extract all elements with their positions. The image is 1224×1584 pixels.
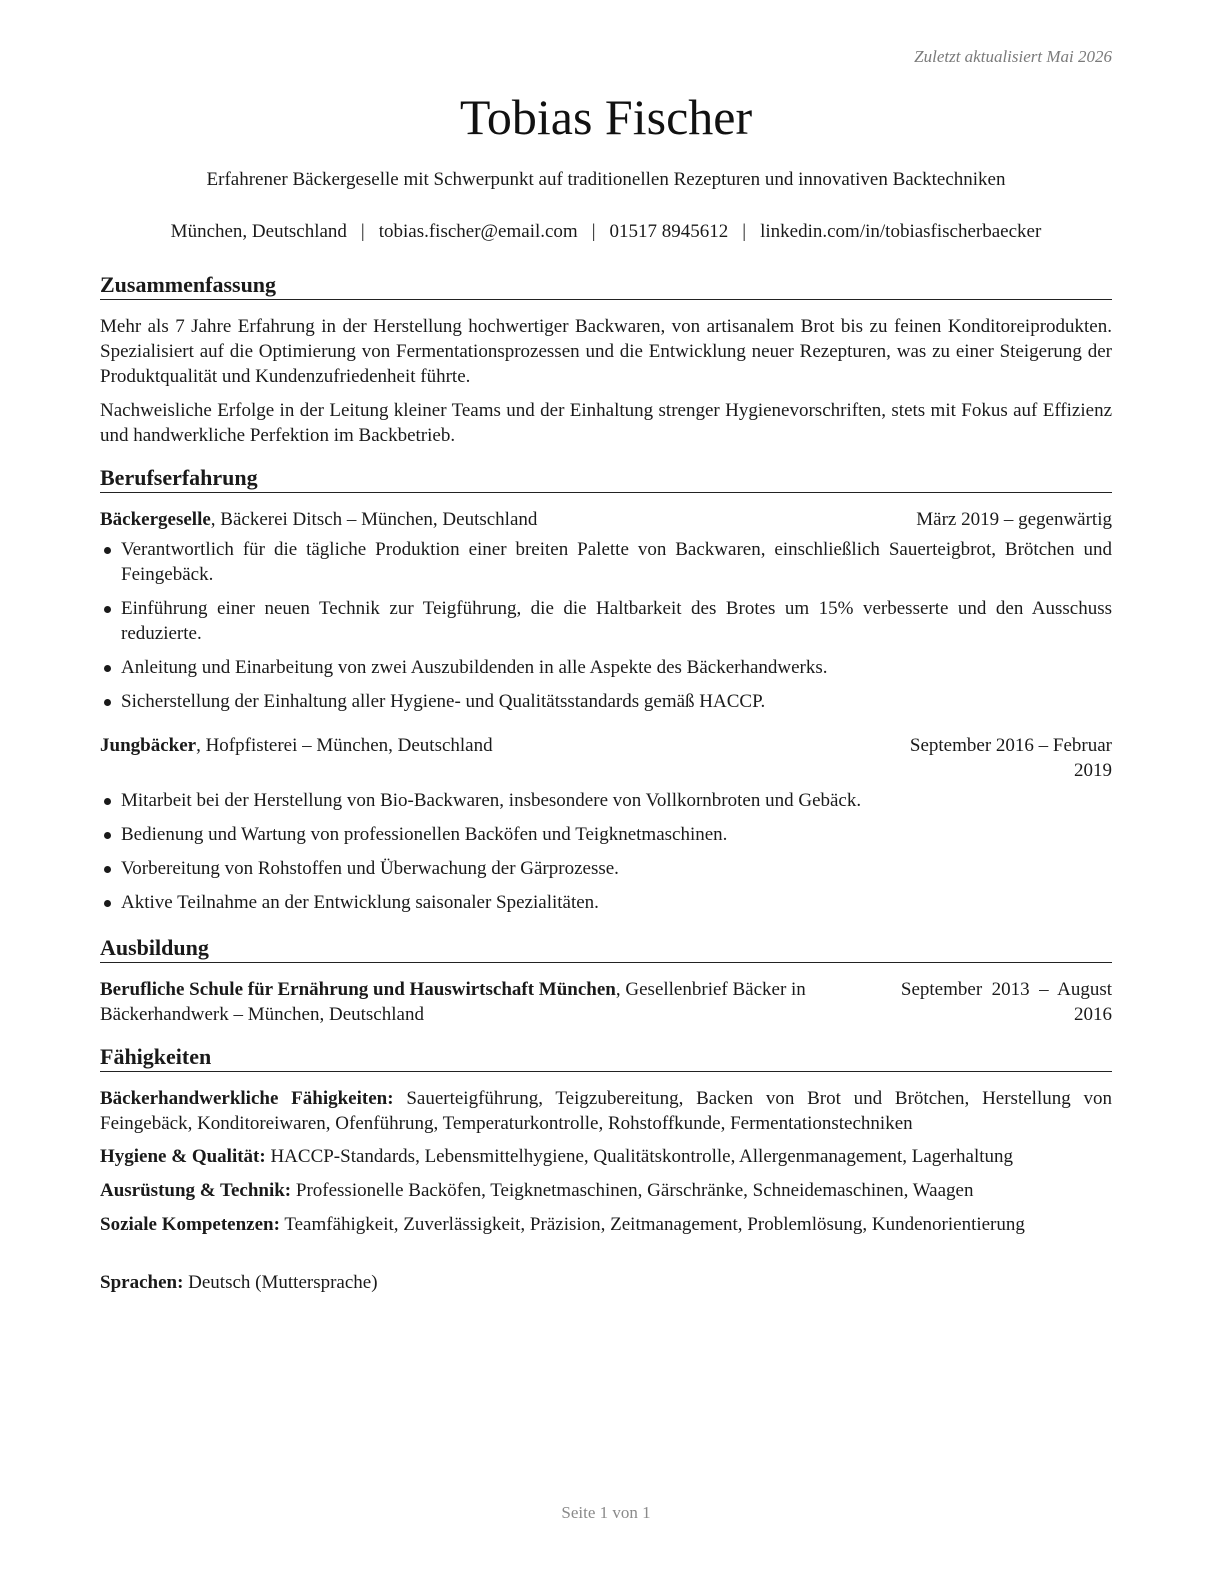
skill-row: [100, 1178, 1112, 1203]
skill-value: Deutsch (Muttersprache): [183, 1272, 378, 1293]
education-school: Berufliche Schule für Ernährung und Hauswirtschaft München: [100, 979, 616, 1000]
list-item: Anleitung und Einarbeitung von zwei Auszubildenden in alle Aspekte des Bäckerhandwerks.: [100, 655, 1112, 680]
job-period: März 2019 – gegenwärtig: [916, 509, 1112, 530]
section-title-summary: Zusammenfassung: [100, 271, 1112, 300]
list-item: Einführung einer neuen Technik zur Teigführung, die die Haltbarkeit des Brotes um 15% verbesserte und den Ausschuss reduzierte.: [100, 596, 1112, 646]
skill-label: Bäckerhandwerkliche Fähigkeiten:: [100, 1088, 394, 1109]
tagline: Erfahrener Bäckergeselle mit Schwerpunkt auf traditionellen Rezepturen und innovativen Backtechniken: [206, 169, 1006, 190]
skill-label: Hygiene & Qualität:: [100, 1146, 266, 1167]
last-updated: Zuletzt aktualisiert Mai 2026: [914, 47, 1112, 66]
skill-row: [100, 1212, 1112, 1237]
summary-paragraph-2: Nachweisliche Erfolge in der Leitung kleiner Teams und der Einhaltung strenger Hygienevorschriften, stets mit Fokus auf Effizienz und handwerkliche Perfektion im Backbetrieb.: [100, 400, 1112, 446]
education-period-line: 2016: [1074, 1004, 1112, 1025]
section-title-education: Ausbildung: [100, 934, 1112, 963]
skill-value: Professionelle Backöfen, Teigknetmaschinen, Gärschränke, Schneidemaschinen, Waagen: [291, 1180, 974, 1201]
list-item: Vorbereitung von Rohstoffen und Überwachung der Gärprozesse.: [100, 856, 1112, 881]
list-item: Bedienung und Wartung von professionellen Backöfen und Teigknetmaschinen.: [100, 822, 1112, 847]
job-bullets: [100, 537, 1112, 723]
list-item: Verantwortlich für die tägliche Produktion einer breiten Palette von Backwaren, einschließlich Sauerteigbrot, Brötchen und Feingebäck.: [100, 537, 1112, 587]
education-degree-line: Bäckerhandwerk – München, Deutschland: [100, 1004, 424, 1025]
education-period: [901, 977, 1112, 1027]
summary-paragraph-1: Mehr als 7 Jahre Erfahrung in der Herstellung hochwertiger Backwaren, von artisanalem Brot bis zu feinen Konditoreiprodukten. Spezialisiert auf die Optimierung von Fermentationsprozessen und die Entwicklung neuer Rezepturen, was zu einer Steigerung der Produktqualität und Kundenzufriedenheit führte.: [100, 316, 1112, 387]
education-degree: , Gesellenbrief Bäcker in: [615, 979, 806, 1000]
job-period: [910, 733, 1112, 783]
contact-separator: |: [742, 221, 747, 242]
skill-row: [100, 1086, 1112, 1136]
skill-label: Sprachen:: [100, 1272, 184, 1293]
list-item: Sicherstellung der Einhaltung aller Hygiene- und Qualitätsstandards gemäß HACCP.: [100, 689, 1112, 714]
education-text: [100, 977, 806, 1027]
contact-phone: 01517 8945612: [609, 221, 729, 242]
contact-linkedin[interactable]: linkedin.com/in/tobiasfischerbaecker: [760, 221, 1042, 242]
contact-email[interactable]: tobias.fischer@email.com: [378, 221, 578, 242]
skill-value: Sauerteigführung, Teigzubereitung, Backen von Brot und Brötchen, Herstellung von Feingebäck, Konditoreiwaren, Ofenführung, Temperaturkontrolle, Rohstoffkunde, Fermentationstechniken: [100, 1088, 1112, 1134]
job-title-line: [100, 733, 493, 758]
list-item: Aktive Teilnahme an der Entwicklung saisonaler Spezialitäten.: [100, 890, 1112, 915]
section-title-skills: Fähigkeiten: [100, 1043, 1112, 1072]
skill-row: [100, 1270, 1112, 1295]
skill-value: Teamfähigkeit, Zuverlässigkeit, Präzision, Zeitmanagement, Problemlösung, Kundenorientierung: [279, 1214, 1025, 1235]
skill-label: Soziale Kompetenzen:: [100, 1214, 280, 1235]
job-period-line: 2019: [1074, 760, 1112, 781]
job-period-line: September 2016 – Februar: [909, 735, 1112, 756]
page-number: Seite 1 von 1: [561, 1503, 651, 1522]
skill-label: Ausrüstung & Technik:: [100, 1180, 292, 1201]
contact-location: München, Deutschland: [170, 221, 347, 242]
candidate-name: Tobias Fischer: [459, 89, 753, 145]
skill-value: HACCP-Standards, Lebensmittelhygiene, Qualitätskontrolle, Allergenmanagement, Lagerhaltung: [265, 1146, 1014, 1167]
contact-line: [90, 219, 1122, 244]
job-employer: , Hofpfisterei – München, Deutschland: [196, 735, 493, 756]
resume-page: [100, 0, 1112, 1584]
education-period-line: September 2013 – August: [900, 979, 1112, 1000]
contact-separator: |: [360, 221, 365, 242]
section-title-experience: Berufserfahrung: [100, 464, 1112, 493]
contact-separator: |: [591, 221, 596, 242]
job-bullets: [100, 788, 1112, 924]
job-employer: , Bäckerei Ditsch – München, Deutschland: [210, 509, 538, 530]
job-title-line: [100, 507, 537, 532]
skill-row: [100, 1144, 1112, 1169]
job-role: Bäckergeselle: [100, 509, 211, 530]
list-item: Mitarbeit bei der Herstellung von Bio-Backwaren, insbesondere von Vollkornbroten und Gebäck.: [100, 788, 1112, 813]
job-role: Jungbäcker: [100, 735, 197, 756]
